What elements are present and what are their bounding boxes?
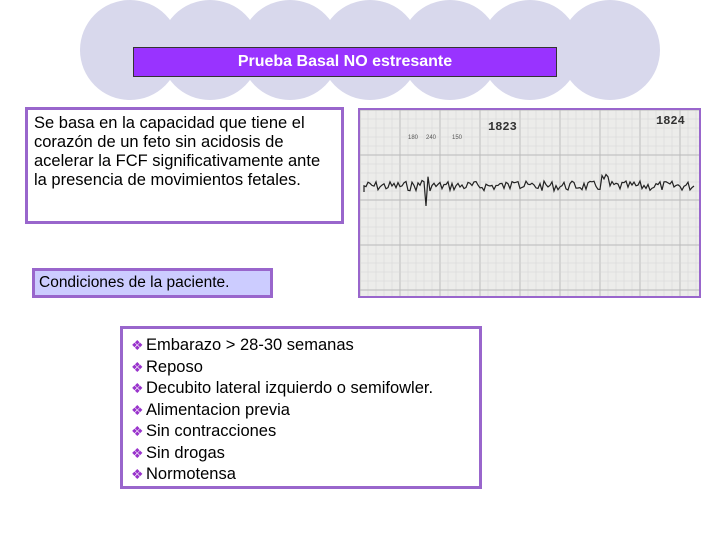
conditions-list (120, 326, 482, 489)
conditions-heading: Condiciones de la paciente. (32, 268, 273, 298)
condition-text: Decubito lateral izquierdo o semifowler. (146, 379, 434, 397)
condition-item (131, 421, 471, 443)
fhr-trace-line (364, 175, 694, 207)
diamond-bullet-icon: ❖ (131, 466, 144, 482)
fetal-heart-rate-strip-image (358, 108, 701, 298)
condition-item (131, 400, 471, 422)
strip-small-label: 240 (426, 135, 437, 141)
fhr-strip-svg (360, 110, 699, 296)
condition-text: Sin contracciones (146, 422, 277, 440)
condition-item (131, 378, 471, 400)
strip-label-left: 1823 (488, 120, 517, 134)
condition-text: Alimentacion previa (146, 400, 290, 419)
slide-title: Prueba Basal NO estresante (133, 47, 557, 77)
decor-circle (560, 0, 660, 100)
diamond-bullet-icon: ❖ (131, 401, 144, 418)
diamond-bullet-icon: ❖ (131, 423, 144, 439)
condition-text: Normotensa (146, 465, 236, 483)
diamond-bullet-icon: ❖ (131, 337, 144, 353)
diamond-bullet-icon: ❖ (131, 358, 144, 375)
strip-small-label: 150 (452, 135, 463, 141)
strip-small-label: 180 (408, 135, 419, 141)
condition-item (131, 443, 471, 465)
condition-item (131, 357, 471, 379)
condition-text: Embarazo > 28-30 semanas (146, 336, 354, 354)
condition-text: Reposo (146, 357, 203, 376)
strip-label-right: 1824 (656, 114, 685, 128)
condition-item (131, 335, 471, 357)
diamond-bullet-icon: ❖ (131, 380, 144, 396)
description-text: Se basa en la capacidad que tiene el corazón de un feto sin acidosis de acelerar la FCF significativamente ante la presencia de movimientos fetales. (25, 107, 344, 224)
diamond-bullet-icon: ❖ (131, 444, 144, 461)
condition-text: Sin drogas (146, 443, 225, 462)
condition-item (131, 464, 471, 486)
